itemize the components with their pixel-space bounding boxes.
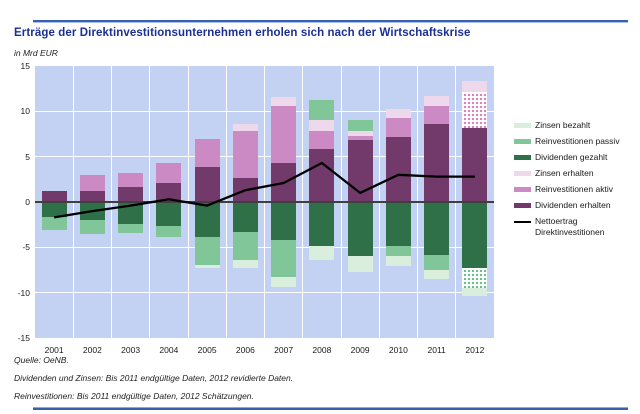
bar-segment [271,277,296,287]
bar-segment [156,202,181,226]
footnote-reinvestitionen: Reinvestitionen: Bis 2011 endgültige Daten, 2012 Schätzungen. [14,391,254,401]
bar-segment [309,120,334,131]
y-axis-tick-label: 5 [25,151,30,162]
bar-segment [348,256,373,271]
legend-item [514,184,636,195]
x-axis-tick-label: 2005 [197,345,217,355]
y-axis-tick-label: -10 [17,287,30,298]
legend-item [514,136,636,147]
legend-label: Nettoertrag Direktinvestitionen [535,216,605,237]
bar-segment [271,106,296,163]
legend-color-swatch [514,123,531,128]
legend [514,120,636,243]
bar-segment [309,246,334,261]
top-divider [33,20,628,23]
bar-segment [386,256,411,266]
bar-segment [156,163,181,183]
legend-item [514,200,636,211]
x-axis-tick-label: 2006 [235,345,255,355]
bar-segment [195,202,220,237]
bar-segment [424,106,449,124]
x-axis-tick-label: 2011 [427,345,446,355]
bar-segment [271,202,296,240]
legend-label: Reinvestitionen passiv [535,136,620,146]
legend-label: Dividenden erhalten [535,200,611,210]
bar-segment [233,131,258,178]
y-axis-tick-label: -5 [22,242,30,253]
bar-segment [424,124,449,202]
footnote-dividenden-zinsen: Dividenden und Zinsen: Bis 2011 endgültige Daten, 2012 revidierte Daten. [14,373,294,383]
bar-segment [233,178,258,202]
bar-segment [195,237,220,265]
bottom-divider [33,407,628,410]
bar-segment [309,149,334,202]
x-axis-tick-label: 2008 [312,345,332,355]
legend-color-swatch [514,139,531,144]
legend-item [514,216,636,237]
bar-segment [42,202,67,217]
y-axis-tick-label: 0 [25,197,30,207]
unit-label: in Mrd EUR [14,48,58,58]
bar-segment [156,226,181,238]
x-axis-tick-label: 2002 [82,345,102,355]
legend-color-swatch [514,187,531,192]
bar-segment [462,81,487,92]
legend-color-swatch [514,171,531,176]
legend-label: Zinsen bezahlt [535,120,591,130]
bar-segment [271,240,296,277]
chart-title: Erträge der Direktinvestitionsunternehmen erholen sich nach der Wirtschaftskrise [14,27,471,39]
bar-segment [156,183,181,202]
legend-label: Reinvestitionen aktiv [535,184,613,194]
bar-segment [80,175,105,191]
x-axis-tick-label: 2010 [388,345,408,355]
bar-segment [309,202,334,246]
legend-item [514,120,636,131]
x-axis-tick-label: 2012 [465,345,485,355]
x-axis-tick-label: 2003 [121,345,141,355]
bar-segment [309,100,334,121]
y-axis-tick-label: 10 [20,106,30,117]
bar-segment [195,139,220,167]
bar-segment [309,131,334,149]
bar-segment [233,124,258,131]
y-axis-tick-label: 15 [20,61,30,71]
bar-segment [271,163,296,202]
legend-item [514,152,636,163]
bar-segment [348,136,373,141]
legend-color-swatch [514,203,531,208]
plot-area [35,66,494,338]
bar-segment [195,265,220,268]
x-axis-tick-label: 2009 [350,345,370,355]
bar-segment [348,120,373,131]
bar-segment [424,255,449,270]
legend-item [514,168,636,179]
x-axis-tick-label: 2007 [274,345,294,355]
bar-segment [462,128,487,202]
source-note: Quelle: OeNB. [14,355,69,365]
bar-segment [42,217,67,231]
zero-line [35,201,494,202]
bar-segment [462,202,487,268]
bar-segment [424,96,449,106]
bar-segment [462,92,487,127]
legend-color-swatch [514,155,531,160]
bar-segment [386,137,411,202]
bar-segment [462,268,487,288]
bar-segment [118,173,143,187]
bar-segment [386,202,411,246]
bar-segment [233,260,258,268]
bar-segment [386,246,411,256]
legend-line-swatch [514,221,531,223]
bar-segment [118,187,143,202]
bar-segment [386,109,411,118]
bar-segment [424,270,449,279]
x-axis-tick-label: 2004 [159,345,179,355]
bar-segment [462,288,487,296]
bar-segment [271,97,296,106]
bar-segment [233,202,258,232]
bar-segment [118,202,143,224]
bar-segment [348,140,373,202]
y-axis-tick-label: -15 [17,333,30,343]
bar-segment [80,220,105,234]
bar-segment [348,202,373,256]
x-axis-tick-label: 2001 [44,345,64,355]
legend-label: Zinsen erhalten [535,168,594,178]
legend-label: Dividenden gezahlt [535,152,608,162]
bar-segment [118,224,143,233]
bar-segment [80,202,105,220]
bar-segment [348,131,373,136]
bar-segment [386,118,411,137]
bar-segment [424,202,449,255]
bar-segment [195,167,220,202]
bar-segment [233,232,258,260]
